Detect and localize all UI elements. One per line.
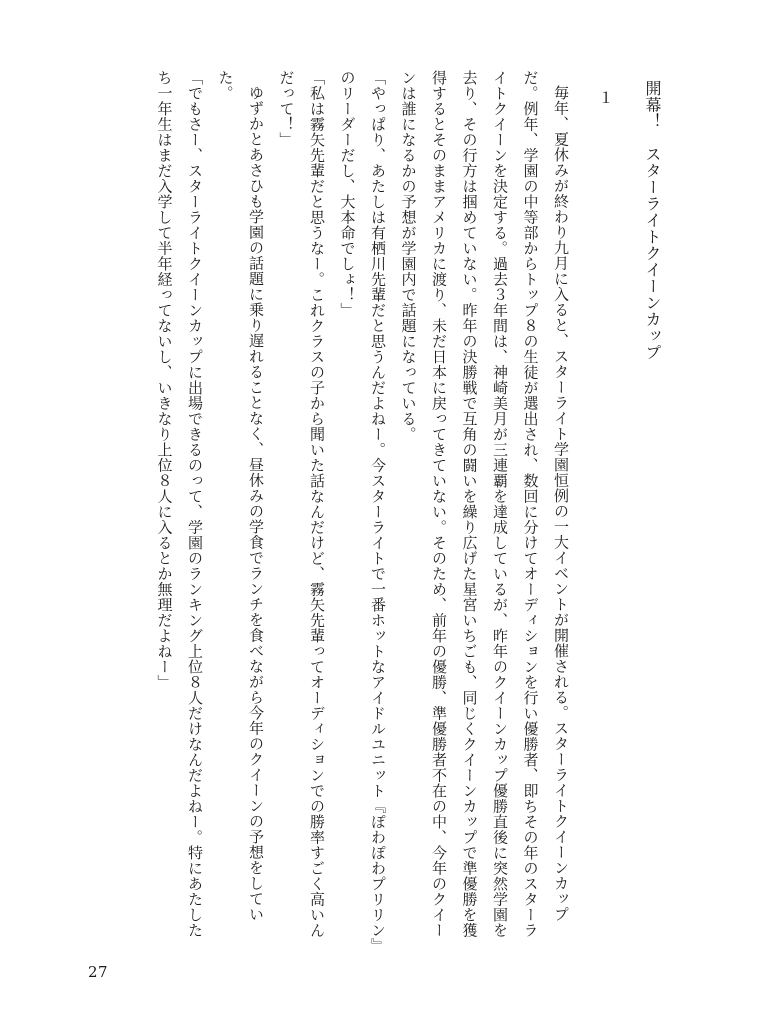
page-number: 27 <box>88 963 109 981</box>
paragraph-intro: 毎年、夏休みが終わり九月に入ると、スターライト学園恒例の一大イベントが開催される。スターライトクイーンカップだ。例年、学園の中等部からトップ８の生徒が選出され、数回に分けてオーディションを行い優勝者、即ちその年のスターライトクイーンを決定する。過去３年間は、神崎美月が三連覇を達成しているが、昨年のクイーンカップ優勝直後に突然学園を去り、その行方は掴めていない。昨年の決勝戦で互角の闘いを繰り広げた星宮いちごも、同じくクイーンカップで準優勝を獲得するとそのままアメリカに渡り、未だ日本に戻ってきていない。そのため、前年の優勝、準優勝者不在の中、今年のクイーンは誰になるかの予想が学園内で話題になっている。 <box>399 70 570 938</box>
chapter-title: 開幕！ スターライトクイーンカップ <box>643 80 662 361</box>
section-number: １ <box>596 90 615 106</box>
dialogue-line: 「私は霧矢先輩だと思うなー。これクラスの子から聞いた話なんだけど、霧矢先輩ってオーディションでの勝率すごく高いんだって！」 <box>277 70 326 938</box>
paragraph-narration: ゆずかとあさひも学園の話題に乗り遅れることなく、昼休みの学食でランチを食べながら今年のクイーンの予想をしていた。 <box>216 70 265 922</box>
dialogue-line: 「でもさー、スターライトクイーンカップに出場できるのって、学園のランキング上位８人だけなんだよねー。特にあたしたち一年生はまだ入学して半年経ってないし、いきなり上位８人に入るとか無理だよねー」 <box>155 70 204 938</box>
vertical-text-block <box>149 70 667 950</box>
dialogue-line: 「やっぱり、あたしは有栖川先輩だと思うんだよねー。今スターライトで一番ホットなアイドルユニット『ぽわぽわプリリン』のリーダーだし、大本命でしょ！」 <box>338 70 387 946</box>
